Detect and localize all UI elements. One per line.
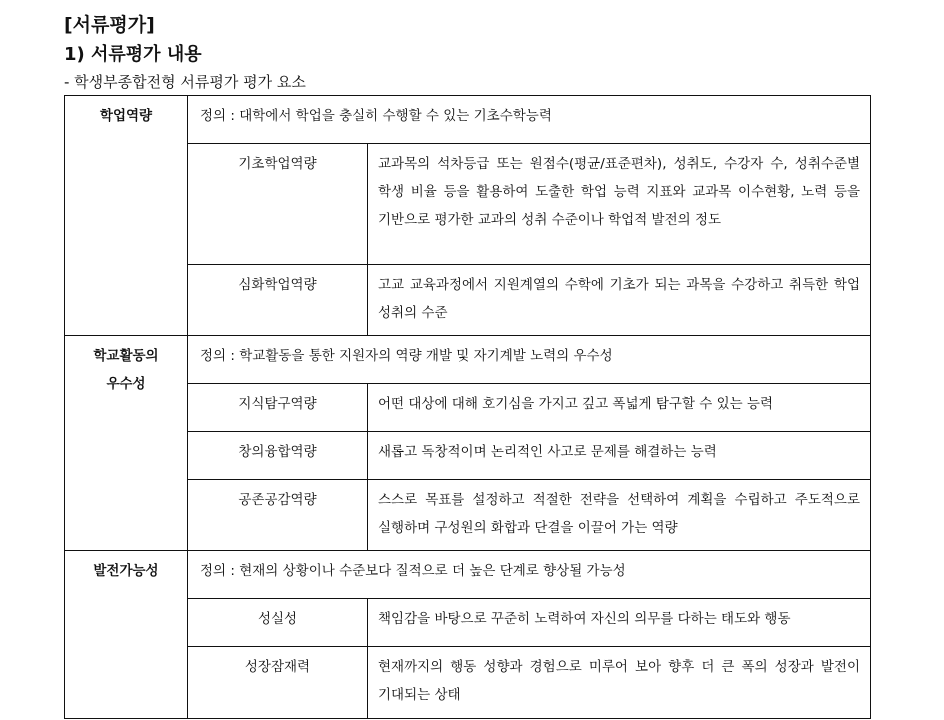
category-development-potential	[65, 551, 188, 719]
category-name-line1: 학교활동의	[93, 348, 159, 364]
item-description: 교과목의 석차등급 또는 원점수(평균/표준편차), 성취도, 수강자 수, 성취수준별 학생 비율 등을 활용하여 도출한 학업 능력 지표와 교과목 이수현황, 노력 등을 기반으로 평가한 교과의 성취 수준이나 학업적 발전의 정도	[368, 144, 871, 265]
category-name: 발전가능성	[93, 563, 159, 579]
item-description: 고교 교육과정에서 지원계열의 수학에 기초가 되는 과목을 수강하고 취득한 학업 성취의 수준	[368, 265, 871, 336]
category-academic	[65, 96, 188, 336]
item-name: 창의융합역량	[188, 432, 368, 480]
table-caption: - 학생부종합전형 서류평가 평가 요소	[64, 73, 306, 91]
item-name: 기초학업역량	[188, 144, 368, 265]
category-school-activities	[65, 336, 188, 551]
table-row	[65, 336, 871, 384]
page-heading: [서류평가]	[64, 14, 155, 36]
item-name: 성실성	[188, 599, 368, 647]
item-description: 새롭고 독창적이며 논리적인 사고로 문제를 해결하는 능력	[368, 432, 871, 480]
item-name: 지식탐구역량	[188, 384, 368, 432]
item-description: 어떤 대상에 대해 호기심을 가지고 깊고 폭넓게 탐구할 수 있는 능력	[368, 384, 871, 432]
table-row	[65, 96, 871, 144]
item-description: 스스로 목표를 설정하고 적절한 전략을 선택하여 계획을 수립하고 주도적으로 실행하며 구성원의 화합과 단결을 이끌어 가는 역량	[368, 480, 871, 551]
category-name: 학업역량	[99, 108, 153, 124]
category-definition: 정의 : 학교활동을 통한 지원자의 역량 개발 및 자기계발 노력의 우수성	[188, 336, 871, 384]
item-description: 현재까지의 행동 성향과 경험으로 미루어 보아 향후 더 큰 폭의 성장과 발전이 기대되는 상태	[368, 647, 871, 719]
item-description: 책임감을 바탕으로 꾸준히 노력하여 자신의 의무를 다하는 태도와 행동	[368, 599, 871, 647]
item-name: 성장잠재력	[188, 647, 368, 719]
item-name: 심화학업역량	[188, 265, 368, 336]
item-name: 공존공감역량	[188, 480, 368, 551]
table-row	[65, 551, 871, 599]
section-title: 1) 서류평가 내용	[64, 44, 202, 65]
evaluation-table	[64, 95, 871, 719]
category-definition: 정의 : 대학에서 학업을 충실히 수행할 수 있는 기초수학능력	[188, 96, 871, 144]
category-definition: 정의 : 현재의 상황이나 수준보다 질적으로 더 높은 단계로 향상될 가능성	[188, 551, 871, 599]
category-name-line2: 우수성	[106, 376, 146, 392]
